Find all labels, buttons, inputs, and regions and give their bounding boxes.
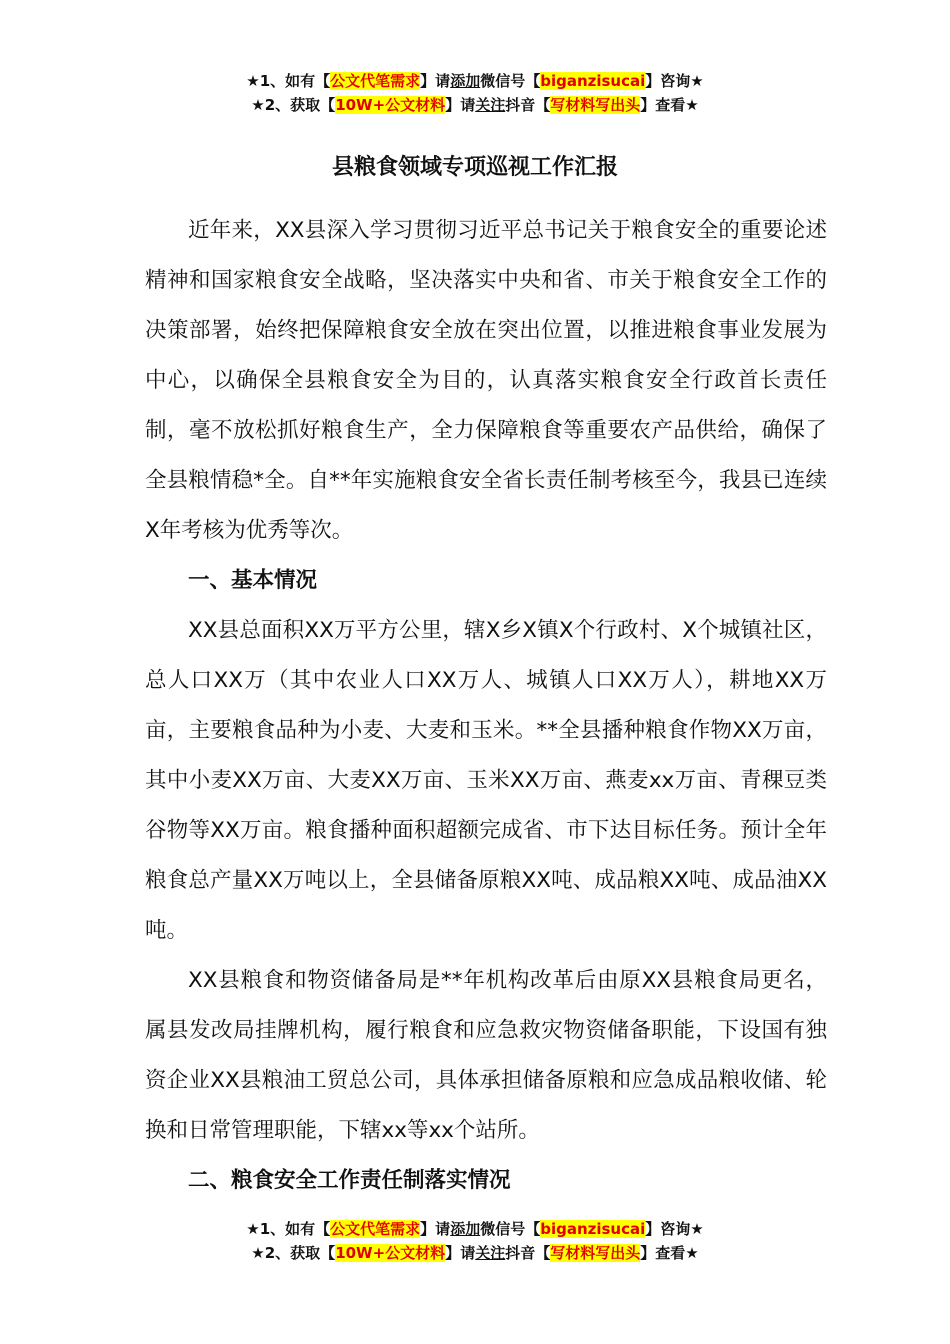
highlight-douyin-id: 写材料写出头 [550,96,641,114]
highlight-materials: 10W+公文材料 [335,1244,446,1262]
intro-paragraph: 近年来，XX县深入学习贯彻习近平总书记关于粮食安全的重要论述精神和国家粮食安全战略，坚决落实中央和省、市关于粮食安全工作的决策部署，始终把保障粮食安全放在突出位置，以推进粮食事业发展为中心，以确保全县粮食安全为目的，认真落实粮食安全行政首长责任制，毫不放松抓好粮食生产，全力保障粮食等重要农产品供给，确保了全县粮情稳*全。自**年实施粮食安全省长责任制考核至今，我县已连续X年考核为优秀等次。 [145,218,827,543]
highlight-materials: 10W+公文材料 [335,96,446,114]
highlight-service: 公文代笔需求 [330,1220,421,1238]
banner-line-1: ★1、如有【公文代笔需求】请添加微信号【biganzisucai】咨询★ [246,1220,704,1238]
top-banner [0,69,950,117]
highlight-service: 公文代笔需求 [330,72,421,90]
document-body [145,206,827,1206]
highlight-wechat-id: biganzisucai [540,72,646,90]
banner-line-2: ★2、获取【10W+公文材料】请关注抖音【写材料写出头】查看★ [251,96,699,114]
document-title: 县粮食领域专项巡视工作汇报 [331,155,618,180]
section-heading-responsibility: 二、粮食安全工作责任制落实情况 [188,1168,511,1193]
highlight-wechat-id: biganzisucai [540,1220,646,1238]
paragraph-county-overview: XX县总面积XX万平方公里，辖X乡X镇X个行政村、X个城镇社区，总人口XX万（其中农业人口XX万人、城镇人口XX万人），耕地XX万亩，主要粮食品种为小麦、大麦和玉米。**全县播种粮食作物XX万亩，其中小麦XX万亩、大麦XX万亩、玉米XX万亩、燕麦xx万亩、青稞豆类谷物等XX万亩。粮食播种面积超额完成省、市下达目标任务。预计全年粮食总产量XX万吨以上，全县储备原粮XX吨、成品粮XX吨、成品油XX吨。 [145,618,827,943]
bottom-banner [0,1217,950,1265]
banner-line-1: ★1、如有【公文代笔需求】请添加微信号【biganzisucai】咨询★ [246,72,704,90]
highlight-douyin-id: 写材料写出头 [550,1244,641,1262]
section-heading-basic-info: 一、基本情况 [188,568,318,593]
paragraph-grain-bureau: XX县粮食和物资储备局是**年机构改革后由原XX县粮食局更名，属县发改局挂牌机构，履行粮食和应急救灾物资储备职能，下设国有独资企业XX县粮油工贸总公司，具体承担储备原粮和应急成品粮收储、轮换和日常管理职能，下辖xx等xx个站所。 [145,968,827,1143]
banner-line-2: ★2、获取【10W+公文材料】请关注抖音【写材料写出头】查看★ [251,1244,699,1262]
